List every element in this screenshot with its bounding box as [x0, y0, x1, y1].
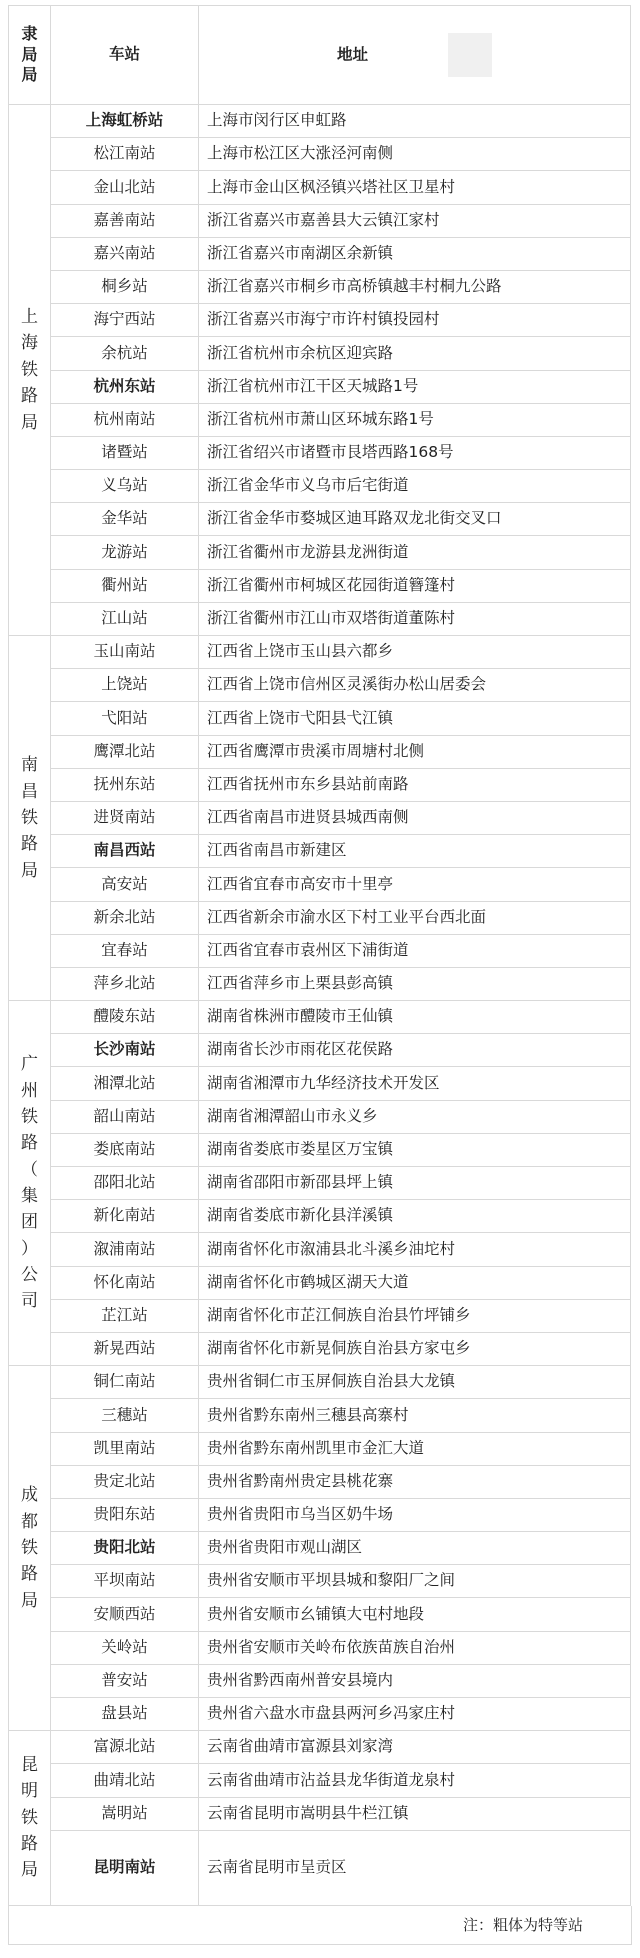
address-cell: 江西省萍乡市上栗县彭高镇 [199, 967, 631, 1000]
address-cell: 浙江省绍兴市诸暨市艮塔西路168号 [199, 436, 631, 469]
table-row [9, 934, 631, 967]
header-placeholder-box [448, 33, 492, 77]
table-row [9, 138, 631, 171]
table-row [9, 967, 631, 1000]
address-cell: 湖南省怀化市新晃侗族自治县方家屯乡 [199, 1332, 631, 1365]
address-cell: 云南省曲靖市沾益县龙华街道龙泉村 [199, 1764, 631, 1797]
table-row [9, 436, 631, 469]
station-table [8, 5, 631, 1906]
address-cell: 江西省宜春市高安市十里亭 [199, 868, 631, 901]
table-row [9, 636, 631, 669]
table-row [9, 1498, 631, 1531]
address-cell: 湖南省湘潭市九华经济技术开发区 [199, 1067, 631, 1100]
table-header-row [9, 6, 631, 105]
table-row [9, 735, 631, 768]
station-cell: 富源北站 [51, 1731, 199, 1764]
table-row [9, 702, 631, 735]
station-cell: 进贤南站 [51, 801, 199, 834]
table-row [9, 602, 631, 635]
station-cell: 玉山南站 [51, 636, 199, 669]
address-cell: 贵州省黔南州贵定县桃花寨 [199, 1465, 631, 1498]
station-cell: 金山北站 [51, 171, 199, 204]
table-row [9, 370, 631, 403]
address-cell: 江西省上饶市信州区灵溪街办松山居委会 [199, 669, 631, 702]
station-cell: 平坝南站 [51, 1565, 199, 1598]
station-cell: 宜春站 [51, 934, 199, 967]
station-column-header: 车站 [51, 6, 199, 105]
address-cell: 江西省抚州市东乡县站前南路 [199, 768, 631, 801]
station-cell: 普安站 [51, 1664, 199, 1697]
address-cell: 江西省上饶市玉山县六都乡 [199, 636, 631, 669]
bureau-cell: 成 都 铁 路 局 [9, 1366, 51, 1731]
address-cell: 湖南省怀化市鹤城区湖天大道 [199, 1266, 631, 1299]
station-cell: 桐乡站 [51, 270, 199, 303]
station-cell: 溆浦南站 [51, 1233, 199, 1266]
station-cell: 贵阳东站 [51, 1498, 199, 1531]
table-row [9, 237, 631, 270]
table-row [9, 270, 631, 303]
table-row [9, 1034, 631, 1067]
bureau-column-header [9, 6, 51, 105]
address-cell: 浙江省衢州市柯城区花园街道簪篷村 [199, 569, 631, 602]
table-footnote: 注：粗体为特等站 [8, 1906, 632, 1945]
address-cell: 江西省上饶市弋阳县弋江镇 [199, 702, 631, 735]
station-cell: 娄底南站 [51, 1133, 199, 1166]
table-row [9, 1133, 631, 1166]
address-cell: 浙江省金华市义乌市后宅街道 [199, 470, 631, 503]
station-cell: 龙游站 [51, 536, 199, 569]
station-cell: 昆明南站 [51, 1830, 199, 1905]
table-row [9, 1167, 631, 1200]
station-cell: 余杭站 [51, 337, 199, 370]
station-cell: 杭州南站 [51, 403, 199, 436]
station-cell: 新化南站 [51, 1200, 199, 1233]
address-cell: 浙江省嘉兴市嘉善县大云镇江家村 [199, 204, 631, 237]
table-row [9, 403, 631, 436]
address-cell: 上海市金山区枫泾镇兴塔社区卫星村 [199, 171, 631, 204]
address-cell: 湖南省株洲市醴陵市王仙镇 [199, 1001, 631, 1034]
table-row [9, 1698, 631, 1731]
address-cell: 江西省南昌市新建区 [199, 835, 631, 868]
table-row [9, 503, 631, 536]
station-cell: 安顺西站 [51, 1598, 199, 1631]
address-cell: 湖南省湘潭韶山市永义乡 [199, 1100, 631, 1133]
table-row [9, 868, 631, 901]
address-cell: 云南省曲靖市富源县刘家湾 [199, 1731, 631, 1764]
station-cell: 江山站 [51, 602, 199, 635]
address-cell: 贵州省安顺市幺铺镇大屯村地段 [199, 1598, 631, 1631]
station-cell: 诸暨站 [51, 436, 199, 469]
station-cell: 盘县站 [51, 1698, 199, 1731]
table-row [9, 1233, 631, 1266]
table-row [9, 536, 631, 569]
address-cell: 贵州省黔东南州三穗县高寨村 [199, 1399, 631, 1432]
address-cell: 贵州省安顺市关岭布依族苗族自治州 [199, 1631, 631, 1664]
address-cell: 浙江省嘉兴市桐乡市高桥镇越丰村桐九公路 [199, 270, 631, 303]
bureau-cell: 广 州 铁 路 （ 集 团 ） 公 司 [9, 1001, 51, 1366]
station-cell: 金华站 [51, 503, 199, 536]
address-cell: 湖南省邵阳市新邵县坪上镇 [199, 1167, 631, 1200]
address-cell: 云南省昆明市嵩明县牛栏江镇 [199, 1797, 631, 1830]
address-cell: 浙江省嘉兴市南湖区余新镇 [199, 237, 631, 270]
address-cell: 湖南省怀化市芷江侗族自治县竹坪铺乡 [199, 1299, 631, 1332]
table-row [9, 1465, 631, 1498]
address-cell: 贵州省黔东南州凯里市金汇大道 [199, 1432, 631, 1465]
station-cell: 抚州东站 [51, 768, 199, 801]
station-cell: 新晃西站 [51, 1332, 199, 1365]
station-cell: 新余北站 [51, 901, 199, 934]
station-cell: 凯里南站 [51, 1432, 199, 1465]
table-row [9, 901, 631, 934]
table-row [9, 304, 631, 337]
table-row [9, 569, 631, 602]
table-row [9, 1432, 631, 1465]
station-cell: 醴陵东站 [51, 1001, 199, 1034]
address-cell: 贵州省贵阳市乌当区奶牛场 [199, 1498, 631, 1531]
station-cell: 关岭站 [51, 1631, 199, 1664]
address-cell: 江西省新余市渝水区下村工业平台西北面 [199, 901, 631, 934]
address-column-header [199, 6, 631, 105]
table-row [9, 1067, 631, 1100]
table-row [9, 1532, 631, 1565]
address-cell: 浙江省衢州市龙游县龙洲街道 [199, 536, 631, 569]
address-cell: 云南省昆明市呈贡区 [199, 1830, 631, 1905]
station-cell: 三穗站 [51, 1399, 199, 1432]
address-cell: 浙江省衢州市江山市双塔街道董陈村 [199, 602, 631, 635]
address-cell: 贵州省六盘水市盘县两河乡冯家庄村 [199, 1698, 631, 1731]
bureau-column-header-text: 隶 局 局 [21, 23, 38, 85]
table-row [9, 1332, 631, 1365]
address-cell: 贵州省黔西南州普安县境内 [199, 1664, 631, 1697]
address-cell: 江西省鹰潭市贵溪市周塘村北侧 [199, 735, 631, 768]
address-cell: 浙江省杭州市江干区天城路1号 [199, 370, 631, 403]
station-cell: 长沙南站 [51, 1034, 199, 1067]
station-cell: 义乌站 [51, 470, 199, 503]
station-cell: 曲靖北站 [51, 1764, 199, 1797]
table-row [9, 669, 631, 702]
station-cell: 杭州东站 [51, 370, 199, 403]
address-cell: 贵州省贵阳市观山湖区 [199, 1532, 631, 1565]
address-cell: 江西省南昌市进贤县城西南侧 [199, 801, 631, 834]
table-row [9, 801, 631, 834]
table-row [9, 204, 631, 237]
address-cell: 上海市松江区大涨泾河南侧 [199, 138, 631, 171]
station-cell: 铜仁南站 [51, 1366, 199, 1399]
address-cell: 江西省宜春市袁州区下浦街道 [199, 934, 631, 967]
station-cell: 贵阳北站 [51, 1532, 199, 1565]
station-cell: 湘潭北站 [51, 1067, 199, 1100]
address-cell: 浙江省金华市婺城区迪耳路双龙北街交叉口 [199, 503, 631, 536]
table-row [9, 1731, 631, 1764]
bureau-cell: 南 昌 铁 路 局 [9, 636, 51, 1001]
table-row [9, 1200, 631, 1233]
table-row [9, 470, 631, 503]
station-cell: 怀化南站 [51, 1266, 199, 1299]
table-row [9, 1598, 631, 1631]
table-row [9, 105, 631, 138]
table-row [9, 1664, 631, 1697]
station-cell: 松江南站 [51, 138, 199, 171]
bureau-cell: 昆 明 铁 路 局 [9, 1731, 51, 1906]
table-row [9, 1631, 631, 1664]
address-cell: 浙江省杭州市余杭区迎宾路 [199, 337, 631, 370]
station-cell: 上海虹桥站 [51, 105, 199, 138]
station-cell: 上饶站 [51, 669, 199, 702]
station-cell: 衢州站 [51, 569, 199, 602]
address-cell: 湖南省长沙市雨花区花侯路 [199, 1034, 631, 1067]
station-cell: 高安站 [51, 868, 199, 901]
address-cell: 湖南省娄底市娄星区万宝镇 [199, 1133, 631, 1166]
table-row [9, 835, 631, 868]
table-row [9, 768, 631, 801]
bureau-cell: 上 海 铁 路 局 [9, 105, 51, 636]
station-cell: 嘉善南站 [51, 204, 199, 237]
address-column-header-text: 地址 [336, 45, 368, 64]
station-table-wrapper [8, 5, 630, 1945]
station-cell: 嵩明站 [51, 1797, 199, 1830]
table-row [9, 171, 631, 204]
table-body [9, 105, 631, 1906]
table-row [9, 1764, 631, 1797]
station-cell: 弋阳站 [51, 702, 199, 735]
table-row [9, 1366, 631, 1399]
address-cell: 浙江省杭州市萧山区环城东路1号 [199, 403, 631, 436]
table-row [9, 1001, 631, 1034]
table-row [9, 1399, 631, 1432]
table-row [9, 1565, 631, 1598]
station-cell: 海宁西站 [51, 304, 199, 337]
table-row [9, 1830, 631, 1905]
station-cell: 鹰潭北站 [51, 735, 199, 768]
station-cell: 贵定北站 [51, 1465, 199, 1498]
address-cell: 湖南省怀化市溆浦县北斗溪乡油坨村 [199, 1233, 631, 1266]
station-cell: 邵阳北站 [51, 1167, 199, 1200]
table-row [9, 1797, 631, 1830]
table-row [9, 1266, 631, 1299]
address-cell: 贵州省铜仁市玉屏侗族自治县大龙镇 [199, 1366, 631, 1399]
address-cell: 贵州省安顺市平坝县城和黎阳厂之间 [199, 1565, 631, 1598]
address-cell: 浙江省嘉兴市海宁市许村镇投园村 [199, 304, 631, 337]
station-cell: 韶山南站 [51, 1100, 199, 1133]
address-cell: 湖南省娄底市新化县洋溪镇 [199, 1200, 631, 1233]
table-row [9, 337, 631, 370]
station-cell: 南昌西站 [51, 835, 199, 868]
station-cell: 萍乡北站 [51, 967, 199, 1000]
table-row [9, 1100, 631, 1133]
station-cell: 嘉兴南站 [51, 237, 199, 270]
table-row [9, 1299, 631, 1332]
station-cell: 芷江站 [51, 1299, 199, 1332]
address-cell: 上海市闵行区申虹路 [199, 105, 631, 138]
